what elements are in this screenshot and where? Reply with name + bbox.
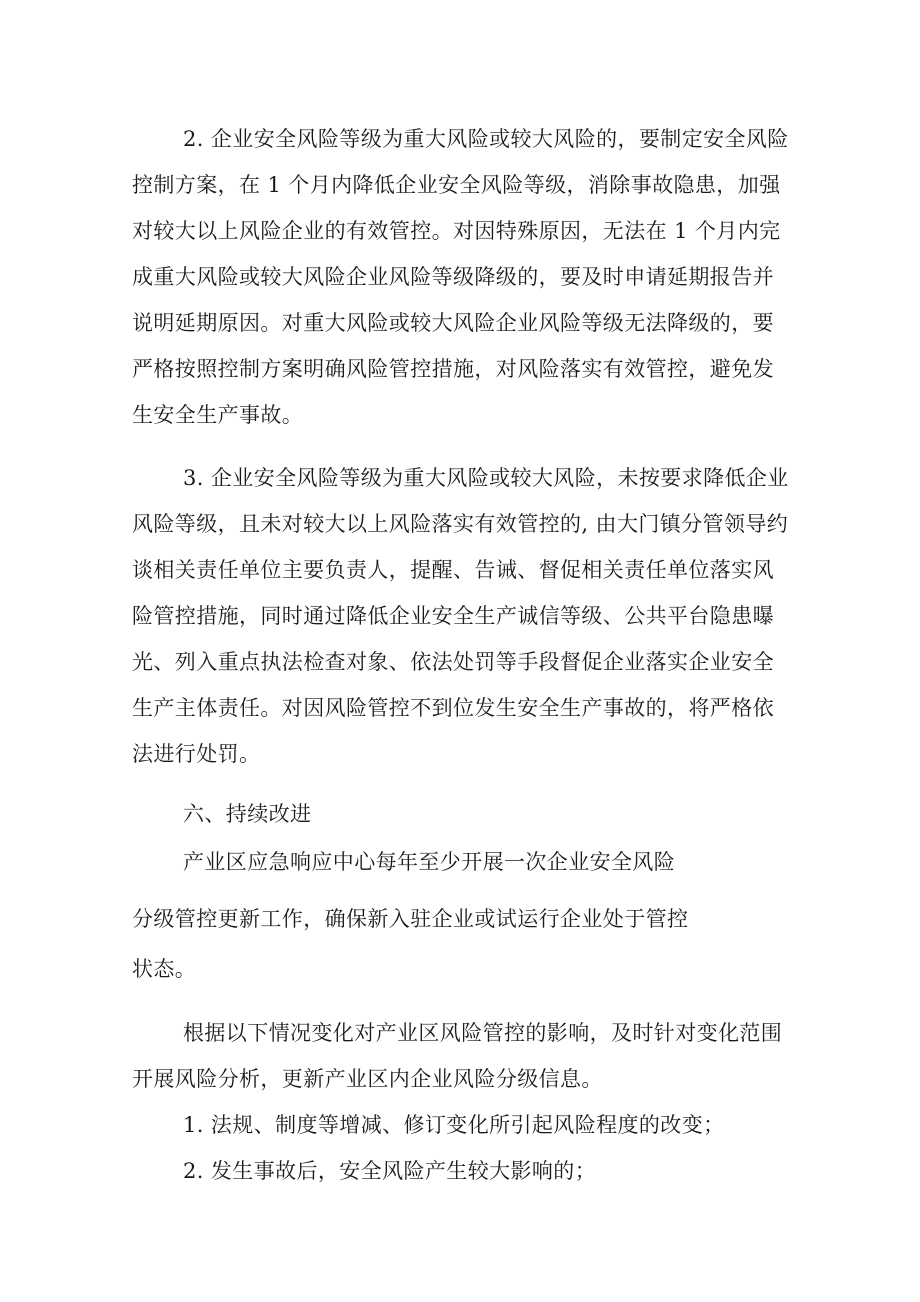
text-line: 生产主体责任。对因风险管控不到位发生安全生产事故的，将严格依 (132, 696, 774, 720)
text-line: 2. 企业安全风险等级为重大风险或较大风险的，要制定安全风险 (183, 127, 789, 151)
text-line: 对较大以上风险企业的有效管控。对因特殊原因，无法在 1 个月内完 (132, 219, 781, 243)
text-line: 生安全生产事故。 (132, 403, 304, 427)
section-heading: 六、持续改进 (183, 802, 312, 826)
text-line: 状态。 (132, 957, 197, 981)
text-line: 法进行处罚。 (132, 742, 261, 766)
text-line: 根据以下情况变化对产业区风险管控的影响，及时针对变化范围 (183, 1021, 783, 1045)
list-item: 2. 发生事故后，安全风险产生较大影响的； (183, 1159, 597, 1183)
text-line: 险管控措施，同时通过降低企业安全生产诚信等级、公共平台隐患曝 (132, 604, 774, 628)
text-line: 风险等级，且未对较大以上风险落实有效管控的, 由大门镇分管领导约 (132, 512, 789, 536)
text-line: 开展风险分析，更新产业区内企业风险分级信息。 (132, 1067, 603, 1091)
text-line: 光、列入重点执法检查对象、依法处罚等手段督促企业落实企业安全 (132, 650, 774, 674)
text-line: 成重大风险或较大风险企业风险等级降级的，要及时申请延期报告并 (132, 265, 774, 289)
text-line: 谈相关责任单位主要负责人，提醒、告诫、督促相关责任单位落实风 (132, 558, 774, 582)
text-line: 说明延期原因。对重大风险或较大风险企业风险等级无法降级的，要 (132, 311, 774, 335)
text-line: 3. 企业安全风险等级为重大风险或较大风险，未按要求降低企业 (183, 466, 789, 490)
text-line: 严格按照控制方案明确风险管控措施，对风险落实有效管控，避免发 (132, 357, 774, 381)
text-line: 控制方案，在 1 个月内降低企业安全风险等级，消除事故隐患，加强 (132, 173, 781, 197)
text-line: 产业区应急响应中心每年至少开展一次企业安全风险 (183, 850, 676, 874)
text-line: 分级管控更新工作，确保新入驻企业或试运行企业处于管控 (132, 907, 689, 931)
list-item: 1. 法规、制度等增减、修订变化所引起风险程度的改变； (183, 1113, 725, 1137)
